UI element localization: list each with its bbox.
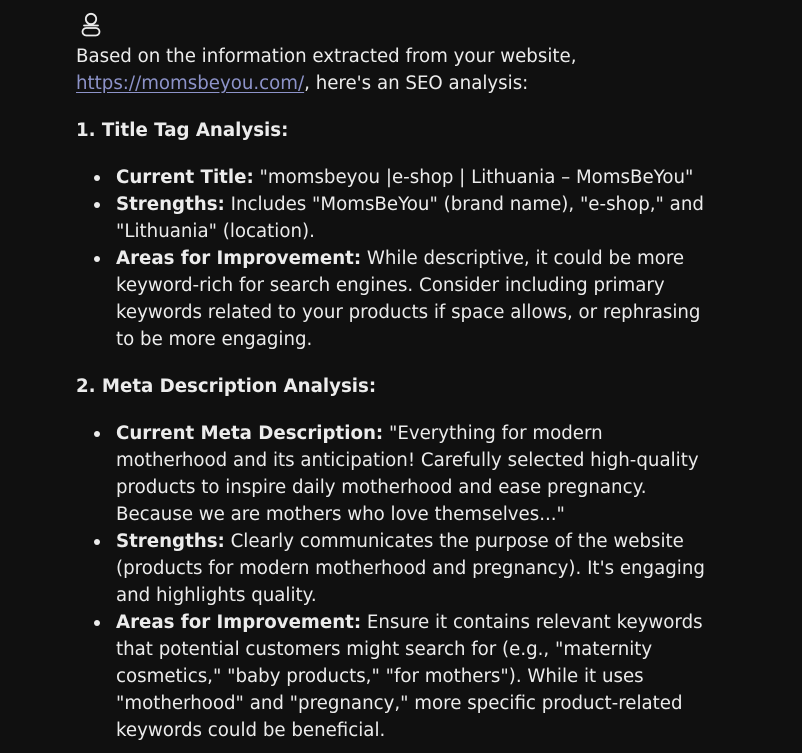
item-label: Strengths: — [116, 194, 225, 215]
bullet-icon — [94, 256, 100, 262]
item-label: Strengths: — [116, 531, 225, 552]
item-text: Ensure it contains relevant keywords that potential customers might search for (e.g., "maternity cosmetics," "baby products," "for mothers"). While it uses "motherhood" and "pregnancy," more specific product-related keywords could be beneficial. — [116, 612, 703, 741]
item-label: Current Title: — [116, 167, 254, 188]
item-text: "momsbeyou |e-shop | Lithuania – MomsBeYou" — [253, 167, 694, 188]
item-text: Includes "MomsBeYou" (brand name), "e-shop," and "Lithuania" (location). — [116, 194, 704, 242]
bullet-icon — [94, 431, 100, 437]
title-tag-list — [76, 164, 716, 353]
bullet-icon — [94, 202, 100, 208]
item-label: Areas for Improvement: — [116, 612, 362, 633]
list-item — [116, 528, 716, 609]
list-item — [116, 420, 716, 528]
item-label: Current Meta Description: — [116, 423, 384, 444]
assistant-avatar-icon — [80, 12, 102, 38]
item-text: "Everything for modern motherhood and its anticipation! Carefully selected high-quality products to inspire daily motherhood and ease pregnancy. Because we are mothers who love themselves..." — [116, 423, 699, 525]
assistant-message — [76, 43, 716, 744]
bullet-icon — [94, 620, 100, 626]
item-text: While descriptive, it could be more keyword-rich for search engines. Consider including primary keywords related to your products if space allows, or rephrasing to be more engaging. — [116, 248, 701, 350]
item-label: Areas for Improvement: — [116, 248, 362, 269]
meta-description-list — [76, 420, 716, 744]
intro-paragraph — [76, 43, 716, 97]
website-link[interactable]: https://momsbeyou.com/ — [76, 73, 305, 94]
intro-suffix: , here's an SEO analysis: — [304, 73, 529, 94]
list-item — [116, 245, 716, 353]
bullet-icon — [94, 175, 100, 181]
list-item — [116, 191, 716, 245]
section-title-title-tag: 1. Title Tag Analysis: — [76, 120, 289, 141]
item-text: Clearly communicates the purpose of the website (products for modern motherhood and pregnancy). It's engaging and highlights quality. — [116, 531, 705, 606]
section-title-meta-description: 2. Meta Description Analysis: — [76, 376, 377, 397]
bullet-icon — [94, 539, 100, 545]
intro-prefix: Based on the information extracted from your website, — [76, 46, 577, 67]
list-item — [116, 609, 716, 744]
list-item — [116, 164, 716, 191]
